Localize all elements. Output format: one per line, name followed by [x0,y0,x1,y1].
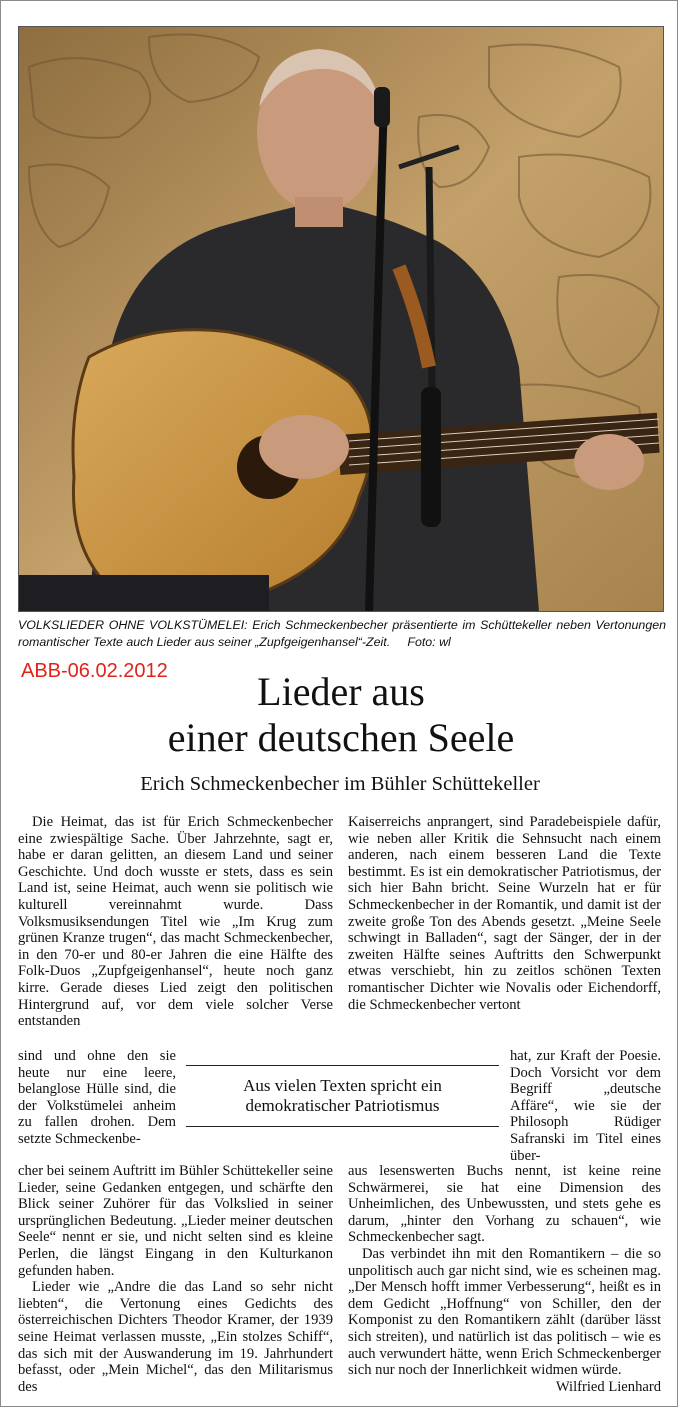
paragraph-text: Das verbindet ihn mit den Romantikern – die so unpolitisch auch gar nicht sind, wie es scheinen mag. „Der Mensch hofft immer Verbesserung“, heißt es in dem Gedicht „Hoffnung“ von Schiller, den der Komponist zu den Romantikern zählt (darüber lässt sich streiten), und natürlich ist das politisch – wie es auch verwundert hätte, wenn Erich Schmeckenberger sich nur noch der Innerlichkeit widmen würde. [348,1245,661,1379]
paragraph-continued: sind und ohne den sie heute nur eine leere, belanglose Hülle sind, die der Volkstümelei anheim zu fallen drohen. Dem setzte Schmeckenbe- [18,1048,176,1147]
paragraph-continued: aus lesenswerten Buchs nennt, ist keine reine Schwärmerei, sie hat eine Dimension des Unheimlichen, des Unbewussten, und stets gehe es darum, „hinter den Vorhang zu schauen“, wie Schmeckenbecher sagt. [348,1163,661,1246]
author-name: Wilfried Lienhard [555,1378,661,1395]
article-photo [18,26,664,612]
pull-quote [186,1065,499,1127]
pull-quote-line-2: demokratischer Patriotismus [245,1096,440,1115]
headline-line-1: Lieder aus [257,669,425,714]
article-column-1 [18,814,333,1030]
photo-of-guitarist-icon [19,27,663,611]
headline [61,669,621,761]
photo-credit: Foto: wl [407,635,451,649]
subheadline: Erich Schmeckenbecher im Bühler Schüttekeller [140,773,540,795]
article-column-1-narrow [18,1048,176,1148]
photo-caption [18,617,666,651]
article-column-2 [348,814,661,1013]
article-column-2-bottom [348,1163,661,1395]
paragraph-continued: Kaiserreichs anprangert, sind Paradebeispiele dafür, wie neben aller Kritik die Sehnsucht nach einem anderen, nach einem besseren Land die Texte bestimmt. Es ist ein demokratischer Patriotismus, der sich hier Bahn bricht. Seine Wurzeln hat er für Schmeckenbecher in der Romantik, und damit ist der zweite große Ton des Abends gesetzt. „Meine Seele schwingt in Balladen“, sagt der Sänger, der in der zweiten Hälfte seines Auftritts den Schwerpunkt etwas verschiebt, hin zu zeitlos schönen Texten romantischer Dichter wie Novalis oder Eichendorff, die Schmeckenbecher vertont [348,814,661,1013]
paragraph: Die Heimat, das ist für Erich Schmeckenbecher eine zwiespältige Sache. Über Jahrzehnte, sagt er, habe er daran gelitten, an diesem Land und seiner Geschichte. Und doch wusste er stets, dass es sein Land ist, seine Heimat, auch wenn sie politisch wie kulturell vereinnahmt wurde. Dass Volksmusiksendungen Titel wie „Im Krug zum grünen Kranze trugen“, das macht Schmeckenbecher, in den 70-er und 80-er Jahren die eine Hälfte des Folk-Duos „Zupfgeigenhansel“, heute noch ganz kirre. Gerade dieses Lied zeigt den politischen Hintergrund auf, vor dem viele solcher Verse entstanden [18,814,333,1030]
archive-stamp: ABB-06.02.2012 [21,660,168,682]
headline-line-2: einer deutschen Seele [167,715,515,760]
paragraph-continued: cher bei seinem Auftritt im Bühler Schüttekeller seine Lieder, seine Gedanken entgegen, und schärfte den Blick seiner Zuhörer für das Volkslied in seiner ursprünglichen Bedeutung. „Lieder meiner deutschen Seele“ nennt er sie, und nicht selten sind es kleine Perlen, die längst Eingang in den Kulturkanon gefunden haben. [18,1163,333,1279]
paragraph [348,1245,661,1395]
article-column-2-narrow [510,1048,661,1164]
caption-text: VOLKSLIEDER OHNE VOLKSTÜMELEI: Erich Schmeckenbecher präsentierte im Schüttekeller neben Vertonungen romantischer Texte auch Lieder aus seiner „Zupfgeigenhansel“-Zeit. [18,618,666,649]
pull-quote-line-1: Aus vielen Texten spricht ein [243,1076,442,1095]
paragraph-continued: hat, zur Kraft der Poesie. Doch Vorsicht vor dem Begriff „deutsche Affäre“, wie sie der Philosoph Rüdiger Safranski im Titel eines über- [510,1048,661,1164]
article-column-1-bottom [18,1163,333,1395]
paragraph: Lieder wie „Andre die das Land so sehr nicht liebten“, die Vertonung eines Gedichts des österreichischen Dichters Theodor Kramer, der 1939 seine Heimat verlassen musste, „Ein stolzes Schiff“, das sich mit der Auswanderung im 19. Jahrhundert befasst, oder „Mein Michel“, das den Militarismus des [18,1279,333,1395]
